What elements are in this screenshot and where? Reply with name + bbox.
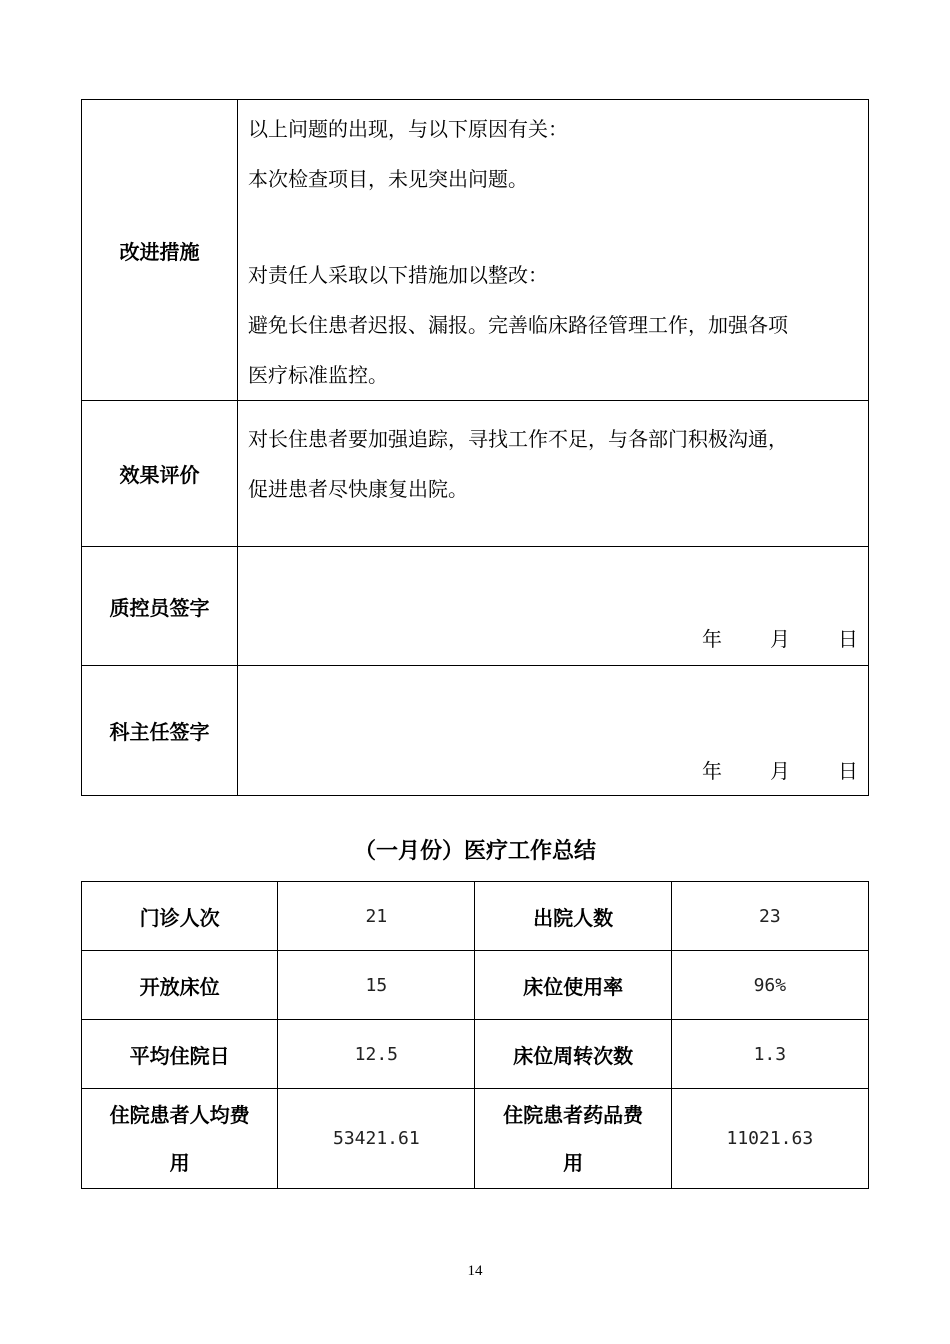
evaluation-label: 效果评价 (82, 401, 238, 547)
director-signature-row (82, 666, 869, 796)
stat-label: 床位使用率 (475, 951, 671, 1020)
improvement-label: 改进措施 (82, 100, 238, 401)
evaluation-line: 对长住患者要加强追踪，寻找工作不足，与各部门积极沟通， (248, 426, 788, 451)
stat-label (475, 1089, 671, 1189)
stat-value: 11021.63 (671, 1089, 868, 1189)
director-signature-field (238, 666, 869, 796)
stat-label: 开放床位 (82, 951, 278, 1020)
stats-row (82, 1020, 869, 1089)
stats-row (82, 882, 869, 951)
stat-label: 平均住院日 (82, 1020, 278, 1089)
stat-label: 床位周转次数 (475, 1020, 671, 1089)
stats-row (82, 951, 869, 1020)
medical-work-summary-table (81, 881, 869, 1189)
stats-row (82, 1089, 869, 1189)
stat-value: 12.5 (278, 1020, 475, 1089)
stat-label (82, 1089, 278, 1189)
qc-signature-row (82, 547, 869, 666)
stat-label-line: 用 (563, 1150, 584, 1175)
month-label: 月 (770, 759, 790, 783)
page-number: 14 (467, 1263, 483, 1279)
quality-control-table (81, 99, 869, 796)
stat-value: 21 (278, 882, 475, 951)
stat-label: 门诊人次 (82, 882, 278, 951)
day-label: 日 (838, 627, 858, 651)
summary-title: （一月份）医疗工作总结 (353, 839, 596, 864)
qc-signature-label: 质控员签字 (82, 547, 238, 666)
qc-signature-field (238, 547, 869, 666)
stat-value: 15 (278, 951, 475, 1020)
stat-label-line: 住院患者药品费 (503, 1102, 644, 1127)
stat-label: 出院人数 (475, 882, 671, 951)
day-label: 日 (838, 759, 858, 783)
improvement-line: 本次检查项目，未见突出问题。 (248, 167, 528, 191)
stat-value: 23 (671, 882, 868, 951)
month-label: 月 (770, 627, 790, 651)
evaluation-row (82, 401, 869, 547)
director-signature-label: 科主任签字 (82, 666, 238, 796)
evaluation-line: 促进患者尽快康复出院。 (248, 476, 468, 501)
stat-value: 1.3 (671, 1020, 868, 1089)
improvement-blank-line (248, 204, 858, 250)
qc-date (248, 617, 858, 661)
improvement-line: 医疗标准监控。 (248, 363, 388, 387)
improvement-line: 以上问题的出现，与以下原因有关： (248, 117, 568, 141)
improvement-row (82, 100, 869, 401)
improvement-content (238, 100, 869, 401)
improvement-line: 避免长住患者迟报、漏报。完善临床路径管理工作，加强各项 (248, 313, 788, 337)
year-label: 年 (702, 627, 722, 651)
stat-label-line: 住院患者人均费 (109, 1102, 250, 1127)
year-label: 年 (702, 759, 722, 783)
stat-label-line: 用 (169, 1150, 190, 1175)
director-date (248, 749, 858, 793)
improvement-line: 对责任人采取以下措施加以整改： (248, 263, 548, 287)
evaluation-content (238, 401, 869, 547)
stat-value: 53421.61 (278, 1089, 475, 1189)
stat-value: 96% (671, 951, 868, 1020)
